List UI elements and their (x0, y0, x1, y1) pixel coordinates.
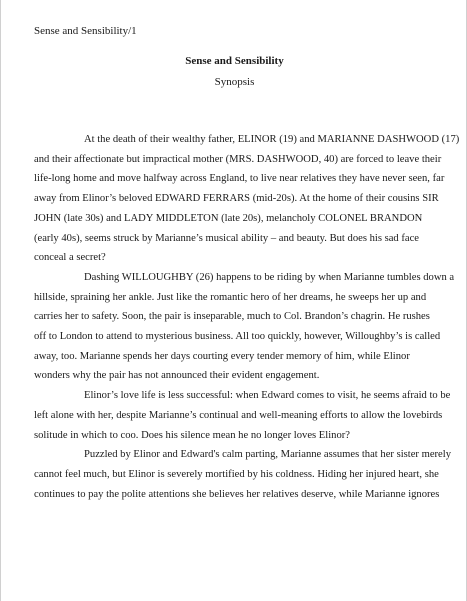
text-line: Puzzled by Elinor and Edward's calm parting, Marianne assumes that her sister merely (84, 449, 451, 461)
paragraph (34, 130, 460, 268)
text-line: off to London to attend to mysterious business. All too quickly, however, Willoughby’s is called (34, 331, 441, 343)
running-header: Sense and Sensibility/1 (34, 25, 137, 37)
text-line: conceal a secret? (34, 252, 106, 264)
document-subtitle: Synopsis (214, 76, 255, 88)
text-line: solitude in which to coo. Does his silence mean he no longer loves Elinor? (34, 429, 350, 441)
text-line: away, too. Marianne spends her days courting every tender memory of him, while Elinor (34, 350, 410, 362)
text-line: away from Elinor’s beloved EDWARD FERRARS (mid-20s). At the home of their cousins SIR (34, 193, 439, 205)
paragraph (34, 268, 455, 386)
body-text (34, 130, 460, 504)
text-line: left alone with her, despite Marianne’s continual and well-meaning efforts to allow the lovebirds (34, 409, 443, 421)
text-line: continues to pay the polite attentions she believes her relatives deserve, while Marianne ignores (34, 488, 440, 500)
text-line: wonders why the pair has not announced their evident engagement. (34, 370, 320, 382)
text-line: carries her to safety. Soon, the pair is inseparable, much to Col. Brandon’s chagrin. He rushes (34, 311, 430, 323)
paragraph (34, 386, 451, 445)
text-line: Elinor’s love life is less successful: when Edward comes to visit, he seems afraid to be (84, 390, 451, 402)
document-title: Sense and Sensibility (185, 55, 284, 67)
text-line: hillside, spraining her ankle. Just like the romantic hero of her dreams, he sweeps her up and (34, 291, 427, 303)
text-line: and their affectionate but impractical mother (MRS. DASHWOOD, 40) are forced to leave their (34, 153, 442, 165)
text-line: Dashing WILLOUGHBY (26) happens to be riding by when Marianne tumbles down a (84, 271, 455, 283)
text-line: cannot feel much, but Elinor is severely mortified by his coldness. Hiding her injured heart, she (34, 468, 439, 480)
text-line: JOHN (late 30s) and LADY MIDDLETON (late 20s), melancholy COLONEL BRANDON (34, 212, 423, 224)
text-line: (early 40s), seems struck by Marianne’s musical ability – and beauty. But does his sad face (34, 232, 420, 244)
text-line: At the death of their wealthy father, ELINOR (19) and MARIANNE DASHWOOD (17) (84, 134, 460, 145)
text-line: life-long home and move halfway across England, to live near relatives they have never seen, far (34, 173, 445, 185)
paragraph (34, 445, 451, 504)
